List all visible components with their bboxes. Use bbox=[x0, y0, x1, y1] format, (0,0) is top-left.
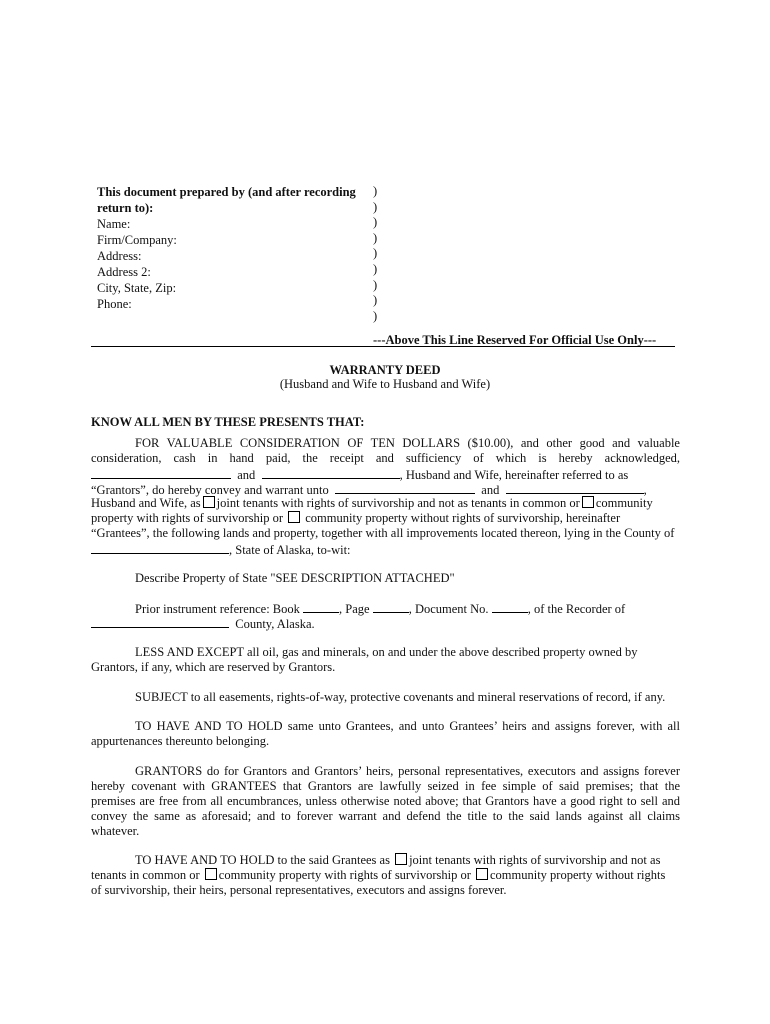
paren: ) bbox=[373, 293, 378, 308]
grantees-community-survivorship-checkbox[interactable] bbox=[205, 868, 217, 880]
community-text: community bbox=[595, 496, 653, 510]
have-line-2 bbox=[91, 868, 680, 883]
firm-label: Firm/Company: bbox=[97, 233, 177, 247]
community-property-checkbox[interactable] bbox=[582, 496, 594, 508]
prepared-by-heading-1: This document prepared by (and after recording bbox=[97, 185, 356, 199]
consideration-paragraph bbox=[91, 436, 680, 556]
phone-label: Phone: bbox=[97, 297, 132, 311]
community-no-survivorship-checkbox[interactable] bbox=[288, 511, 300, 523]
county-alaska-text: County, Alaska. bbox=[235, 617, 315, 631]
prior-instrument-block bbox=[91, 600, 680, 630]
book-blank[interactable] bbox=[303, 600, 339, 613]
address-label: Address: bbox=[97, 249, 142, 263]
and-text: and bbox=[237, 468, 256, 482]
subject-to-paragraph bbox=[91, 690, 680, 705]
paren: ) bbox=[373, 199, 378, 214]
para-line: LESS AND EXCEPT all oil, gas and minerals, on and under the above described property owned by bbox=[135, 645, 638, 659]
para-line: appurtenances thereunto belonging. bbox=[91, 734, 270, 748]
paren: ) bbox=[373, 261, 378, 276]
to-have-and-hold-grantees-paragraph bbox=[91, 853, 680, 898]
and-text: and bbox=[481, 483, 500, 497]
have-line-1 bbox=[91, 853, 680, 868]
property-survivorship-text: property with rights of survivorship or bbox=[91, 511, 283, 525]
book-label: Prior instrument reference: Book bbox=[135, 602, 300, 616]
community-survivorship-text: community property with rights of survivorship or bbox=[218, 868, 471, 882]
page-blank[interactable] bbox=[373, 600, 409, 613]
page-label: , Page bbox=[339, 602, 370, 616]
paren: ) bbox=[373, 246, 378, 261]
grantor-2-blank[interactable] bbox=[262, 466, 400, 479]
grantee-1-blank[interactable] bbox=[335, 481, 475, 494]
as-text: Husband and Wife, as bbox=[91, 496, 201, 510]
paren: ) bbox=[373, 308, 378, 323]
less-and-except-paragraph bbox=[91, 645, 680, 675]
official-use-notice: ---Above This Line Reserved For Official Use Only--- bbox=[373, 333, 657, 347]
state-of-alaska-text: , State of Alaska, to-wit: bbox=[229, 543, 351, 557]
paren: ) bbox=[373, 277, 378, 292]
describe-property-text: Describe Property of State "SEE DESCRIPTION ATTACHED" bbox=[135, 571, 455, 585]
para-line: TO HAVE AND TO HOLD same unto Grantees, and unto Grantees’ heirs and assigns forever, with all bbox=[135, 719, 680, 733]
comma-text: , bbox=[643, 483, 647, 497]
para-line: FOR VALUABLE CONSIDERATION OF TEN DOLLARS ($10.00), and other good and valuable bbox=[135, 436, 680, 450]
to-have-and-hold-paragraph bbox=[91, 719, 680, 749]
to-have-text: TO HAVE AND TO HOLD to the said Grantees as bbox=[135, 853, 390, 867]
paren-column bbox=[373, 184, 383, 324]
tenancy-line-2 bbox=[91, 511, 680, 526]
grantors-covenant-paragraph bbox=[91, 764, 680, 839]
grantees-joint-tenants-checkbox[interactable] bbox=[395, 853, 407, 865]
city-state-zip-label: City, State, Zip: bbox=[97, 281, 177, 295]
para-line: SUBJECT to all easements, rights-of-way, protective covenants and mineral reservations of record, if any. bbox=[135, 690, 666, 704]
recorder-county-blank[interactable] bbox=[91, 615, 229, 628]
community-no-survivorship-text: community property without rights bbox=[489, 868, 666, 882]
para-line: hereby covenant with GRANTEES that Grantors are lawfully seized in fee simple of said premises; that the bbox=[91, 779, 680, 793]
prepared-by-heading-2: return to): bbox=[97, 201, 154, 215]
describe-property bbox=[91, 571, 680, 586]
para-line: premises are free from all encumbrances, unless otherwise noted above; that Grantors have a good right to sell and bbox=[91, 794, 680, 808]
know-all-men-heading: KNOW ALL MEN BY THESE PRESENTS THAT: bbox=[91, 415, 365, 429]
recording-divider bbox=[91, 346, 675, 347]
paren: ) bbox=[373, 230, 378, 245]
tenants-common-text: tenants in common or bbox=[91, 868, 200, 882]
joint-tenants-text: joint tenants with rights of survivorship and not as tenants in common or bbox=[216, 496, 580, 510]
county-blank[interactable] bbox=[91, 541, 229, 554]
document-no-label: , Document No. bbox=[408, 602, 489, 616]
joint-tenants-text: joint tenants with rights of survivorship and not as bbox=[409, 853, 661, 867]
grantee-2-blank[interactable] bbox=[506, 481, 644, 494]
document-title: WARRANTY DEED bbox=[329, 363, 441, 377]
convey-text: “Grantors”, do hereby convey and warrant unto bbox=[91, 483, 329, 497]
husband-wife-text: , Husband and Wife, hereinafter referred to as bbox=[399, 468, 629, 482]
name-label: Name: bbox=[97, 217, 131, 231]
para-line: of survivorship, their heirs, personal representatives, executors and assigns forever. bbox=[91, 883, 507, 897]
document-subtitle: (Husband and Wife to Husband and Wife) bbox=[279, 377, 491, 391]
para-line: “Grantees”, the following lands and property, together with all improvements located thereon, lying in the County of bbox=[91, 526, 675, 540]
county-line bbox=[91, 541, 680, 556]
grantor-names-line bbox=[91, 466, 680, 481]
para-line: GRANTORS do for Grantors and Grantors’ heirs, personal representatives, executors and assigns forever bbox=[135, 764, 680, 778]
para-line: whatever. bbox=[91, 824, 140, 838]
address2-label: Address 2: bbox=[97, 265, 151, 279]
no-survivorship-text: community property without rights of survivorship, hereinafter bbox=[305, 511, 621, 525]
document-no-blank[interactable] bbox=[492, 600, 528, 613]
county-alaska-line bbox=[91, 615, 680, 630]
paren: ) bbox=[373, 215, 378, 230]
prepared-by-block bbox=[97, 184, 377, 312]
grantees-line bbox=[91, 481, 680, 496]
tenancy-line bbox=[91, 496, 680, 511]
recorder-text: , of the Recorder of bbox=[527, 602, 626, 616]
para-line: convey the same as aforesaid; and to forever warrant and defend the title to the said lands against all claims bbox=[91, 809, 680, 823]
paren: ) bbox=[373, 184, 378, 198]
grantees-community-no-survivorship-checkbox[interactable] bbox=[476, 868, 488, 880]
joint-tenants-checkbox[interactable] bbox=[203, 496, 215, 508]
prior-instrument-line bbox=[91, 600, 680, 615]
para-line: consideration, cash in hand paid, the receipt and sufficiency of which is hereby acknowledged, bbox=[91, 451, 680, 465]
grantor-1-blank[interactable] bbox=[91, 466, 231, 479]
para-line: Grantors, if any, which are reserved by Grantors. bbox=[91, 660, 336, 674]
